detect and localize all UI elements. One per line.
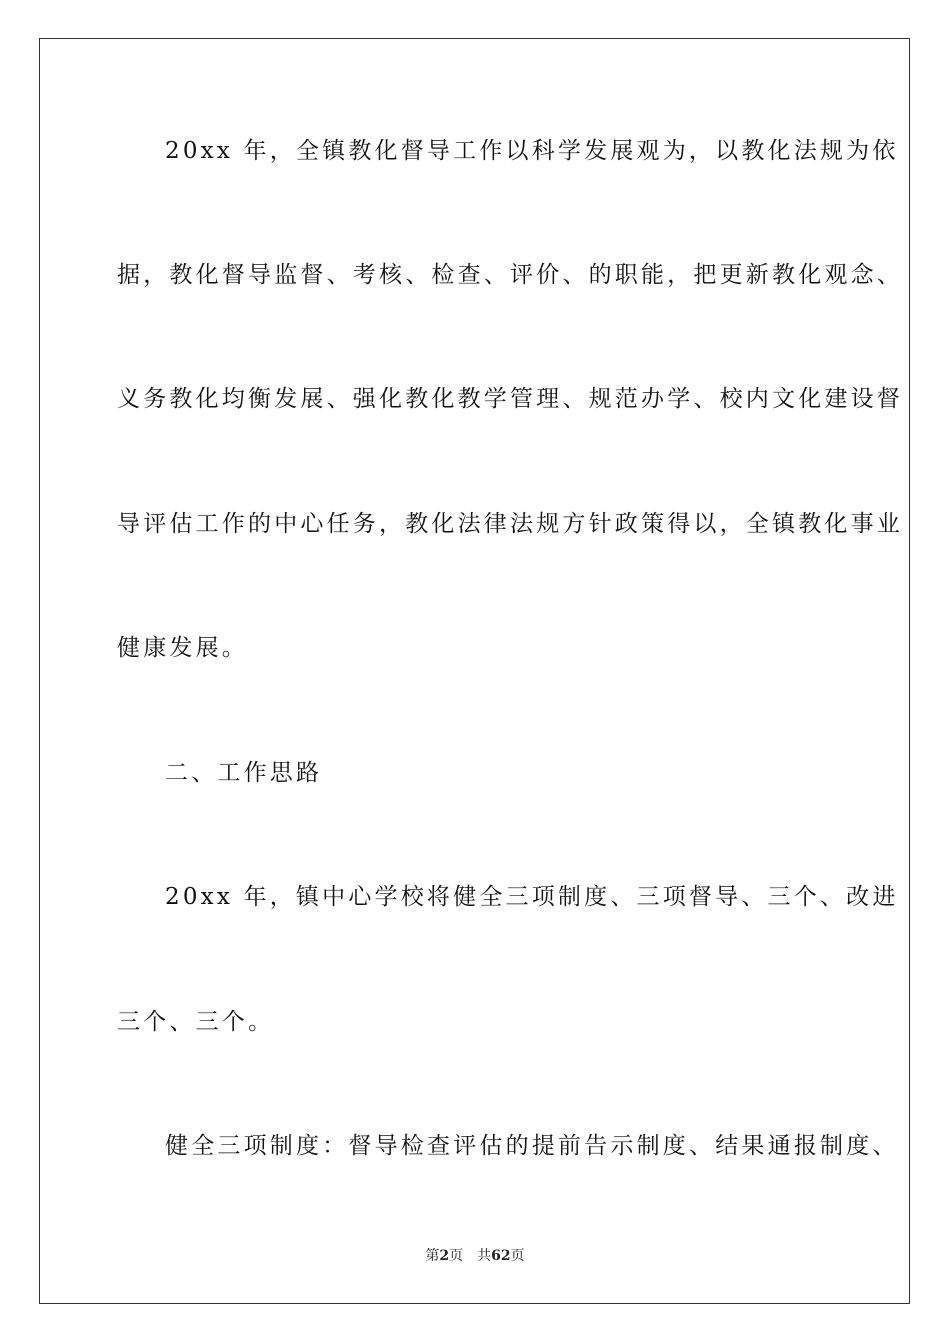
footer-total-prefix: 共	[477, 1248, 492, 1264]
paragraph-line: 健康发展。	[117, 635, 248, 661]
paragraph-line: 三个、三个。	[117, 1009, 275, 1035]
paragraph-line: 导评估工作的中心任务，教化法律法规方针政策得以，全镇教化事业	[117, 511, 903, 537]
paragraph-line: 义务教化均衡发展、强化教化教学管理、规范办学、校内文化建设督	[117, 386, 903, 412]
paragraph-line: 健全三项制度：督导检查评估的提前告示制度、结果通报制度、	[165, 1133, 899, 1159]
section-heading: 二、工作思路	[165, 760, 323, 786]
page-border	[39, 38, 910, 1304]
page-footer	[0, 1246, 950, 1266]
paragraph-line: 20xx 年，全镇教化督导工作以科学发展观为，以教化法规为依	[165, 138, 899, 164]
footer-page-suffix: 页	[449, 1248, 464, 1264]
paragraph-line: 20xx 年，镇中心学校将健全三项制度、三项督导、三个、改进	[165, 884, 899, 910]
footer-page-number: 2	[439, 1248, 450, 1264]
footer-total-suffix: 页	[510, 1248, 525, 1264]
footer-total-pages: 62	[491, 1248, 511, 1264]
paragraph-line: 据，教化督导监督、考核、检查、评价、的职能，把更新教化观念、	[117, 262, 903, 288]
footer-page-prefix: 第	[425, 1248, 440, 1264]
